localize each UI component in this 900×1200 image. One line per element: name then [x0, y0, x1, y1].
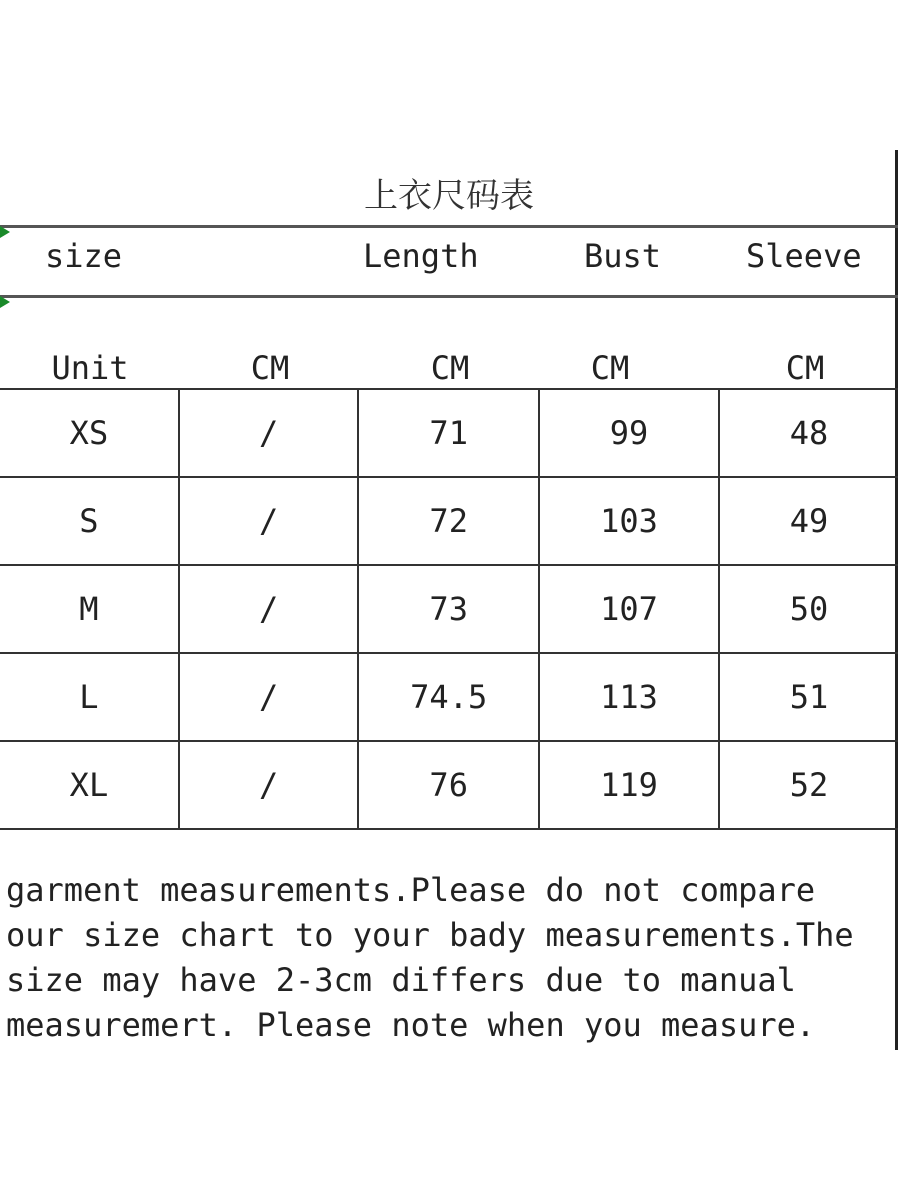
- unit-row: [0, 348, 898, 388]
- length-cell: 76: [358, 741, 538, 829]
- unit-label: Unit: [51, 349, 129, 387]
- unit-cm: CM: [785, 349, 825, 387]
- blank-cell: /: [179, 565, 359, 653]
- sleeve-cell: 50: [719, 565, 898, 653]
- sleeve-cell: 51: [719, 653, 898, 741]
- note-line: size may have 2-3cm differs due to manual: [6, 961, 796, 999]
- sleeve-cell: 48: [719, 389, 898, 477]
- table-row: [0, 653, 898, 741]
- length-cell: 73: [358, 565, 538, 653]
- header-length: Length: [363, 237, 479, 275]
- table-row: [0, 477, 898, 565]
- length-cell: 72: [358, 477, 538, 565]
- measurement-note: [6, 868, 886, 1048]
- size-chart: [0, 150, 898, 1050]
- size-cell: XS: [0, 389, 179, 477]
- length-cell: 71: [358, 389, 538, 477]
- blank-cell: /: [179, 741, 359, 829]
- table-row: [0, 389, 898, 477]
- size-cell: XL: [0, 741, 179, 829]
- green-marker-top: [0, 226, 10, 238]
- header-sleeve: Sleeve: [746, 237, 862, 275]
- chart-title: 上衣尺码表: [364, 176, 534, 216]
- length-cell: 74.5: [358, 653, 538, 741]
- table-row: [0, 565, 898, 653]
- size-cell: L: [0, 653, 179, 741]
- blank-cell: /: [179, 653, 359, 741]
- table-row: [0, 741, 898, 829]
- sleeve-cell: 49: [719, 477, 898, 565]
- bust-cell: 119: [539, 741, 719, 829]
- size-cell: S: [0, 477, 179, 565]
- sleeve-cell: 52: [719, 741, 898, 829]
- header-top-rule: [0, 225, 898, 228]
- bust-cell: 99: [539, 389, 719, 477]
- unit-cm: CM: [590, 349, 630, 387]
- header-size: size: [45, 237, 123, 275]
- size-table: [0, 388, 898, 830]
- unit-cm: CM: [430, 349, 470, 387]
- header-bottom-rule: [0, 295, 898, 298]
- note-line: our size chart to your bady measurements.The: [6, 916, 854, 954]
- bust-cell: 103: [539, 477, 719, 565]
- blank-cell: /: [179, 389, 359, 477]
- unit-cm: CM: [250, 349, 290, 387]
- size-cell: M: [0, 565, 179, 653]
- blank-cell: /: [179, 477, 359, 565]
- green-marker-bottom: [0, 296, 10, 308]
- note-line: garment measurements.Please do not compare: [6, 871, 816, 909]
- bust-cell: 107: [539, 565, 719, 653]
- header-bust: Bust: [584, 237, 662, 275]
- bust-cell: 113: [539, 653, 719, 741]
- note-line: measuremert. Please note when you measure.: [6, 1006, 816, 1044]
